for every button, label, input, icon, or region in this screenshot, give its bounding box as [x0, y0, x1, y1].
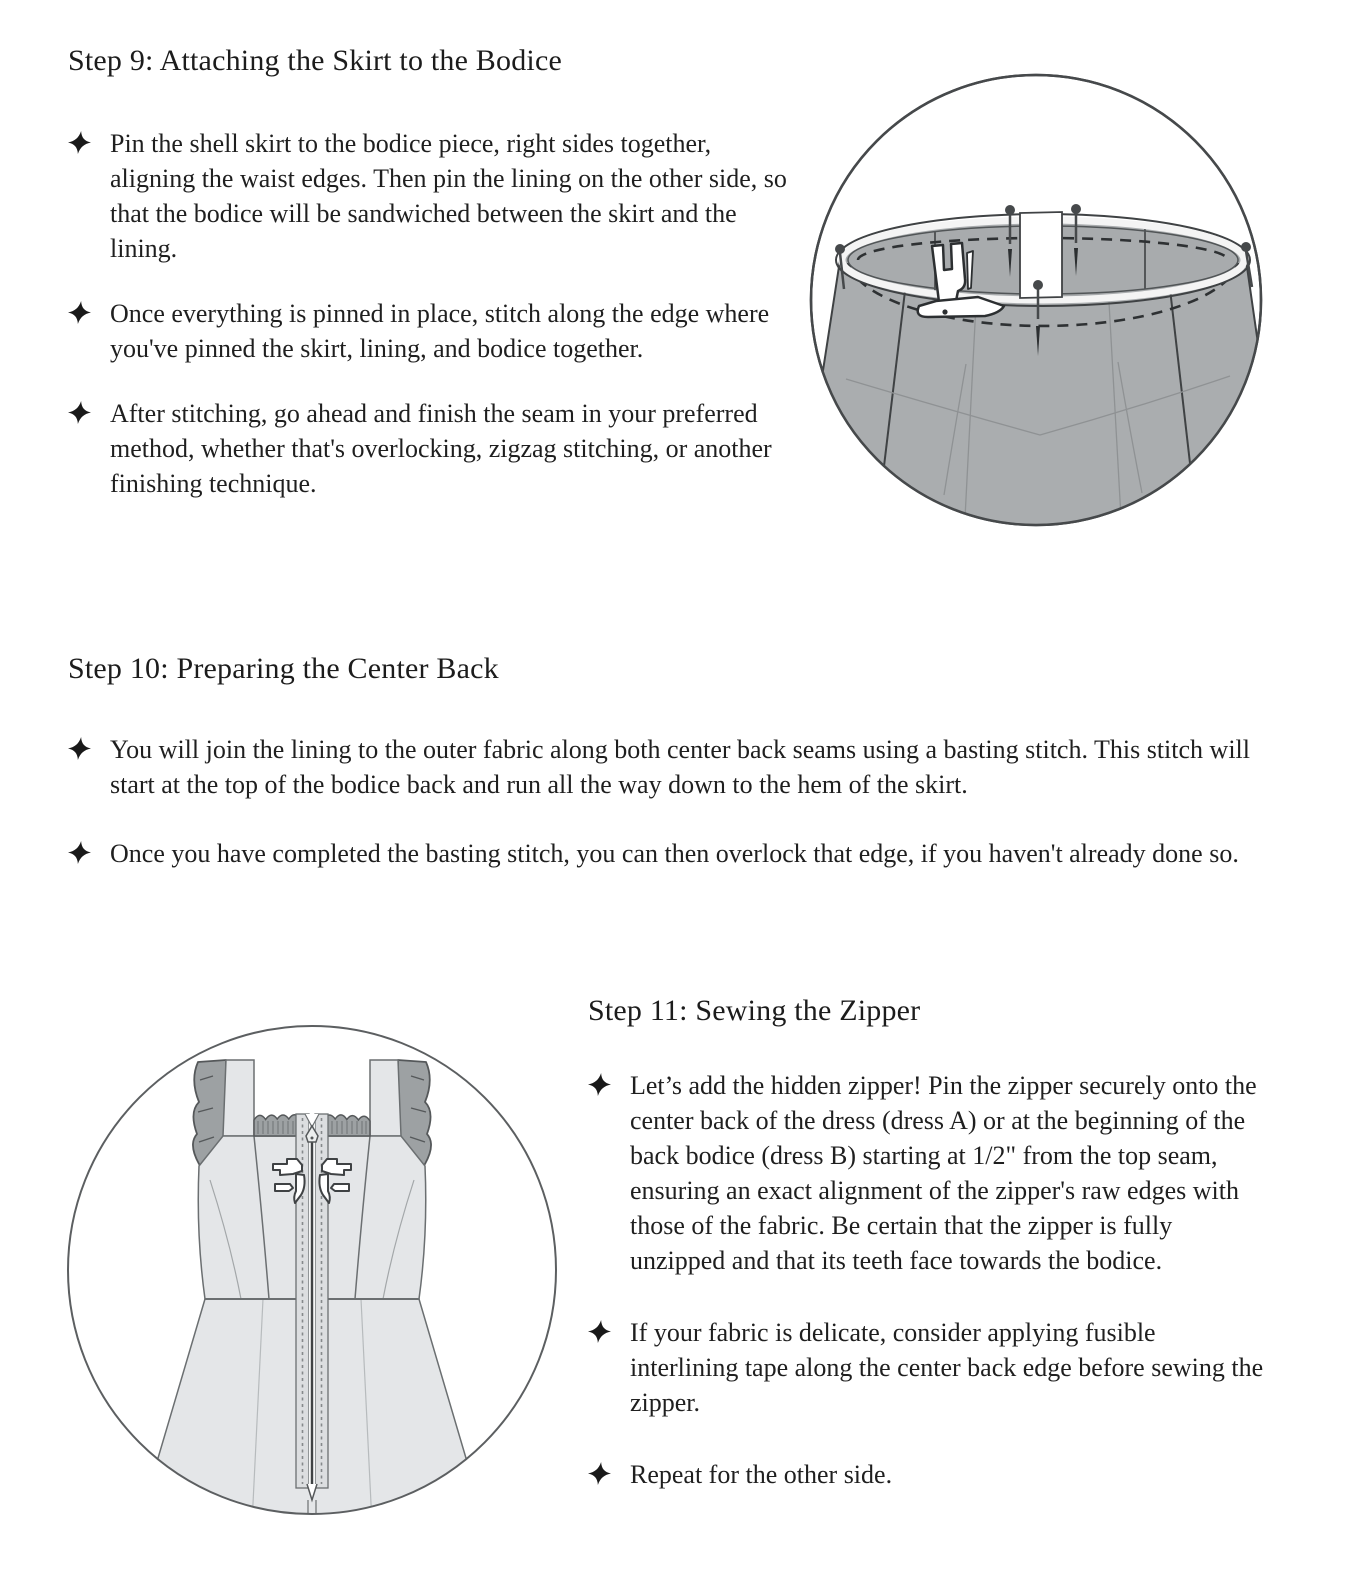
star-bullet-icon — [586, 1320, 612, 1343]
list-item — [68, 126, 792, 266]
section-step-10 — [68, 650, 1262, 871]
bullet-text: Once everything is pinned in place, stitch along the edge where you've pinned the skirt, lining, and bodice together. — [110, 299, 770, 363]
list-item — [68, 396, 792, 501]
star-bullet-icon — [586, 1462, 612, 1485]
figure-skirt-pinned-to-bodice — [806, 63, 1266, 537]
list-item — [588, 1457, 1266, 1492]
zipper-pull-hole — [311, 1137, 314, 1140]
bullet-text: If your fabric is delicate, consider applying fusible interlining tape along the center back edge before sewing the zipper. — [630, 1318, 1264, 1417]
list-item — [68, 836, 1262, 871]
bullet-text: Pin the shell skirt to the bodice piece, right sides together, aligning the waist edges. Then pin the lining on the other side, so that the bodice will be sandwiched between the skirt and the lining. — [110, 129, 787, 263]
bullet-text: Repeat for the other side. — [630, 1460, 893, 1489]
presser-foot-screw — [942, 309, 947, 314]
step-9-bullets — [68, 126, 792, 501]
bullet-text: After stitching, go ahead and finish the seam in your preferred method, whether that's overlocking, zigzag stitching, or another finishing technique. — [110, 399, 772, 498]
star-bullet-icon — [66, 131, 92, 154]
bullet-text: You will join the lining to the outer fabric along both center back seams using a basting stitch. This stitch will start at the top of the bodice back and run all the way down to the hem of the skirt. — [110, 735, 1250, 799]
bullet-text: Let’s add the hidden zipper! Pin the zipper securely onto the center back of the dress (dress A) or at the beginning of the back bodice (dress B) starting at 1/2" from the top seam, ensuring an exact alignment of the zipper's raw edges with those of the fabric. Be certain that the zipper is fully unzipped and that its teeth face towards the bodice. — [630, 1071, 1257, 1275]
star-bullet-icon — [66, 301, 92, 324]
bullet-text: Once you have completed the basting stitch, you can then overlock that edge, if you haven't already done so. — [110, 839, 1239, 868]
step-10-bullets — [68, 732, 1262, 871]
list-item — [68, 296, 792, 366]
star-bullet-icon — [586, 1073, 612, 1096]
section-step-11 — [588, 992, 1266, 1492]
list-item — [588, 1068, 1266, 1278]
star-bullet-icon — [66, 401, 92, 424]
step-10-heading: Step 10: Preparing the Center Back — [68, 652, 499, 685]
step-9-heading: Step 9: Attaching the Skirt to the Bodice — [68, 44, 562, 77]
star-bullet-icon — [66, 737, 92, 760]
list-item — [68, 732, 1262, 802]
section-step-9 — [68, 42, 792, 501]
step-11-bullets — [588, 1068, 1266, 1492]
star-bullet-icon — [66, 841, 92, 864]
list-item — [588, 1315, 1266, 1420]
step-11-heading: Step 11: Sewing the Zipper — [588, 994, 921, 1027]
figure-center-back-zipper — [62, 1014, 562, 1526]
